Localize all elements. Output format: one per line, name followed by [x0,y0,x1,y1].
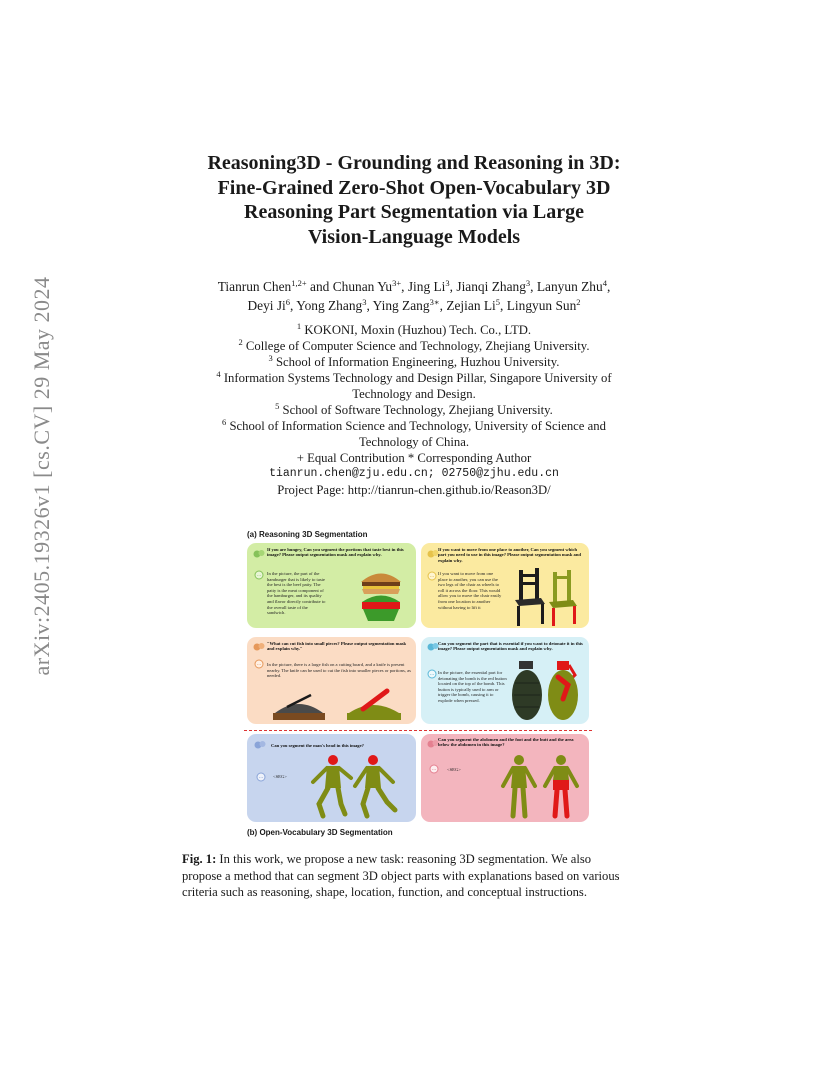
panel-question: Can you segment the man's head in this image? [271,743,364,748]
caption-text: In this work, we propose a new task: reasoning 3D segmentation. We also [216,852,592,866]
affiliation-4 [120,370,708,386]
panel-chair [421,543,589,628]
fish-knife-render [267,687,411,723]
affiliation-6 [120,418,708,434]
affil-text: Information Systems Technology and Design Pillar, Singapore University of [220,371,612,385]
affiliation-6-cont: Technology of China. [358,435,470,449]
panel-question: Can you segment the part that is essential if you want to detonate it in this image? Please output segmentation mask and explain why. [438,641,583,652]
affil-text: School of Information Science and Technology, University of Science and [226,419,606,433]
panel-body-segmentation [421,734,589,822]
affil-text: School of Information Engineering, Huzhou University. [272,355,560,369]
panel-answer: In the picture, the part of the hamburger that is likely to taste the best is the beef patty. The patty is the meat component of the hamburger, and its quality and flavor directly contribute to the overall taste of the sandwich. [267,571,326,616]
caption-line-1 [182,851,652,868]
affiliation-list [120,322,708,498]
title-line: Fine-Grained Zero-Shot Open-Vocabulary 3D [217,176,611,199]
title-line: Reasoning3D - Grounding and Reasoning in 3D: [207,152,621,174]
panel-answer: If you want to move from one place to another, you can use the two legs of the chair as wheels to roll it across the floor. This would allow you to move the chair easily from one location to another without having to lift it [438,571,502,610]
arxiv-sidebar-stamp [14,276,70,676]
panel-hamburger [247,543,416,628]
affiliation-1 [120,322,708,338]
author-affil-mark: 3 [445,278,450,288]
author-sep: , [401,279,408,294]
author-name: Jianqi Zhang [456,279,526,294]
assistant-chat-icon [427,571,437,581]
affiliation-3 [120,354,708,370]
section-divider [244,730,592,731]
panel-question: Can you segment the abdomen and the foot and the butt and the area below the abdomen in this image? [438,737,574,748]
svg-text:···: ··· [429,574,435,580]
author-sep: , [606,279,611,294]
assistant-chat-icon [254,659,264,669]
panel-question: If you want to move from one place to another, Can you segment which part you need to use in this image? Please output segmentation mask and explain why. [438,547,581,563]
affil-number: 6 [222,417,227,427]
author-affil-mark: 3+ [392,278,402,288]
paper-title [120,151,708,249]
svg-text:···: ··· [256,662,262,668]
figure-caption [182,851,652,901]
title-line: Reasoning Part Segmentation via Large [244,201,584,223]
panel-question: If you are hungry, Can you segment the portions that taste best in this image? Please output segmentation mask and explain why. [267,547,404,558]
author-sep: and [306,279,333,294]
affil-number: 3 [268,353,273,363]
affiliation-5 [120,402,708,418]
human-body-render [499,752,585,820]
author-affil-mark: 2 [576,297,581,307]
author-affil-mark: 3 [525,278,531,288]
author-name: Chunan Yu [332,279,393,294]
affil-number: 2 [238,337,243,347]
assistant-chat-icon [427,669,437,679]
assistant-chat-icon [256,772,266,782]
panel-answer: In the picture, the essential part for detonating the bomb is the red button located on the top of the bomb. This button is typically used to arm or trigger the bomb, causing it to explode when pressed. [438,670,507,703]
author-affil-mark: 1,2+ [291,278,307,288]
author-affil-mark: 3 [362,297,367,307]
panel-head-segmentation [247,734,416,822]
human-head-render [305,752,405,820]
user-chat-icon [254,740,266,750]
figure-heading-b: (b) Open-Vocabulary 3D Segmentation [247,828,393,837]
author-name: Lanyun Zhu [536,279,603,294]
author-sep: , [290,298,297,313]
author-sep: , [366,298,373,313]
author-sep: , [439,298,447,313]
svg-text:···: ··· [256,573,262,579]
author-affil-mark: 5 [495,297,501,307]
panel-question: "What can cut fish into small pieces? Please output segmentation mask and explain why." [267,641,407,652]
affil-number: 4 [216,369,221,379]
author-list [120,277,708,315]
panel-answer: <SEG> [273,774,287,779]
contribution-note: + Equal Contribution * Corresponding Author [296,451,532,465]
author-line-1 [120,277,708,296]
affil-text: KOKONI, Moxin (Huzhou) Tech. Co., LTD. [301,323,532,337]
author-name: Yong Zhang [296,298,363,313]
author-sep: , [530,279,537,294]
user-chat-icon [253,642,265,652]
figure-heading-a: (a) Reasoning 3D Segmentation [247,530,368,539]
author-affil-mark: 4 [602,278,607,288]
hamburger-render [358,567,404,627]
arxiv-identifier: arXiv:2405.19326v1 [cs.CV] 29 May 2024 [29,276,54,676]
author-name: Jing Li [407,279,446,294]
caption-line-2: propose a method that can segment 3D object parts with explanations based on various [182,868,620,883]
assistant-chat-icon [429,764,439,774]
author-name: Zejian Li [446,298,496,313]
affiliation-4-cont: Technology and Design. [352,387,476,401]
author-name: Ying Zang [372,298,430,313]
contact-emails[interactable]: tianrun.chen@zju.edu.cn; 02750@zjhu.edu.cn [269,467,559,480]
user-chat-icon [253,549,265,559]
author-name: Deyi Ji [247,298,286,313]
figure-1 [244,528,592,840]
affil-text: College of Computer Science and Technology, Zhejiang University. [242,339,590,353]
author-sep: , [500,298,507,313]
caption-line-3: criteria such as reasoning, shape, location, function, and conceptual instructions. [182,885,587,899]
project-page-link[interactable]: Project Page: http://tianrun-chen.github.io/Reason3D/ [277,483,551,497]
svg-text:···: ··· [258,775,264,781]
panel-grenade [421,637,589,724]
title-line: Vision-Language Models [307,225,521,248]
svg-text:···: ··· [429,672,435,678]
affil-number: 5 [275,401,280,411]
author-sep: , [449,279,457,294]
panel-answer: <SEG> [447,767,461,772]
panel-answer: In the picture, there is a large fish on a cutting board, and a knife is present nearby. The knife can be used to cut the fish into smaller pieces or portions, as needed. [267,662,411,679]
author-name: Tianrun Chen [217,279,292,294]
author-line-2 [120,296,708,315]
svg-text:···: ··· [431,767,437,773]
panel-fish-knife [247,637,416,724]
chair-render [509,566,585,628]
caption-label: Fig. 1: [182,852,217,866]
author-affil-mark: 6 [285,297,291,307]
assistant-chat-icon [254,570,264,580]
author-affil-mark: 3∗ [429,297,440,307]
grenade-render [511,659,587,721]
author-name: Lingyun Sun [506,298,577,313]
affil-text: School of Software Technology, Zhejiang University. [279,403,553,417]
affil-number: 1 [296,321,302,331]
affiliation-2 [120,338,708,354]
